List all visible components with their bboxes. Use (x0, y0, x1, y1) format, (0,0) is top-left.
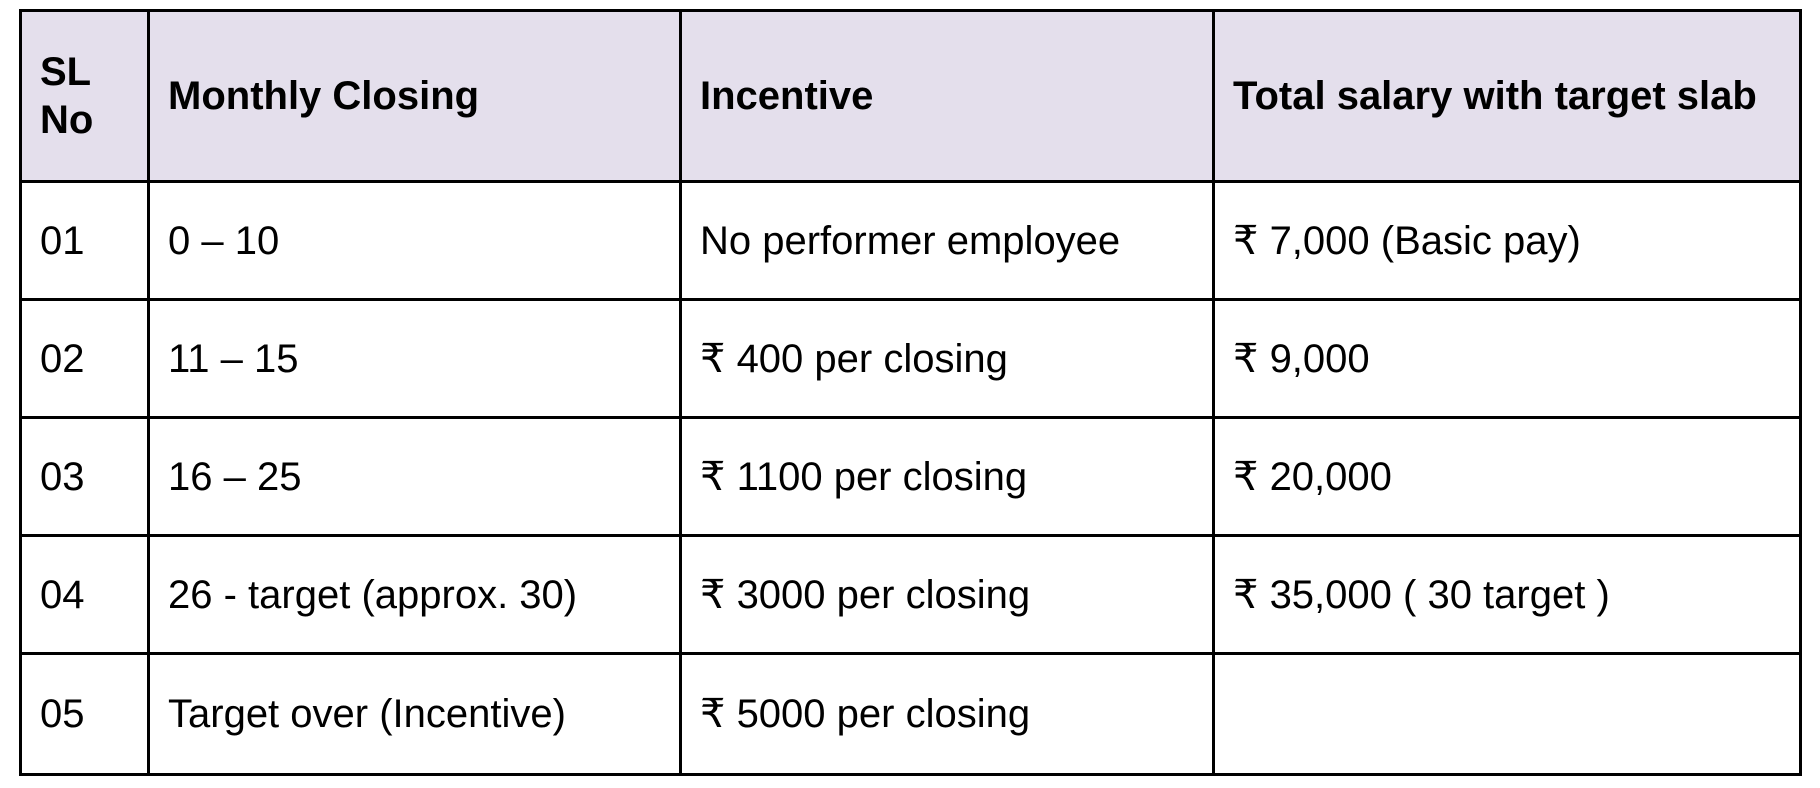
cell-total-salary: ₹ 7,000 (Basic pay) (1214, 182, 1801, 300)
salary-slab-table (19, 9, 1802, 776)
cell-incentive: ₹ 1100 per closing (681, 418, 1214, 536)
cell-incentive: No performer employee (681, 182, 1214, 300)
cell-total-salary (1214, 654, 1801, 775)
cell-sl-no: 04 (21, 536, 149, 654)
table-row (21, 300, 1801, 418)
table-row (21, 536, 1801, 654)
header-sl-no: SL No (21, 11, 149, 182)
cell-incentive: ₹ 3000 per closing (681, 536, 1214, 654)
cell-sl-no: 01 (21, 182, 149, 300)
table-row (21, 418, 1801, 536)
header-monthly-closing: Monthly Closing (149, 11, 681, 182)
cell-incentive: ₹ 5000 per closing (681, 654, 1214, 775)
cell-monthly-closing: 11 – 15 (149, 300, 681, 418)
table-row (21, 182, 1801, 300)
cell-incentive: ₹ 400 per closing (681, 300, 1214, 418)
cell-sl-no: 02 (21, 300, 149, 418)
cell-total-salary: ₹ 35,000 ( 30 target ) (1214, 536, 1801, 654)
cell-sl-no: 03 (21, 418, 149, 536)
table-header-row (21, 11, 1801, 182)
header-total-salary: Total salary with target slab (1214, 11, 1801, 182)
cell-monthly-closing: Target over (Incentive) (149, 654, 681, 775)
cell-monthly-closing: 0 – 10 (149, 182, 681, 300)
cell-monthly-closing: 26 - target (approx. 30) (149, 536, 681, 654)
header-incentive: Incentive (681, 11, 1214, 182)
cell-monthly-closing: 16 – 25 (149, 418, 681, 536)
salary-slab-table-container (19, 9, 1802, 776)
cell-total-salary: ₹ 20,000 (1214, 418, 1801, 536)
cell-total-salary: ₹ 9,000 (1214, 300, 1801, 418)
cell-sl-no: 05 (21, 654, 149, 775)
table-row (21, 654, 1801, 775)
